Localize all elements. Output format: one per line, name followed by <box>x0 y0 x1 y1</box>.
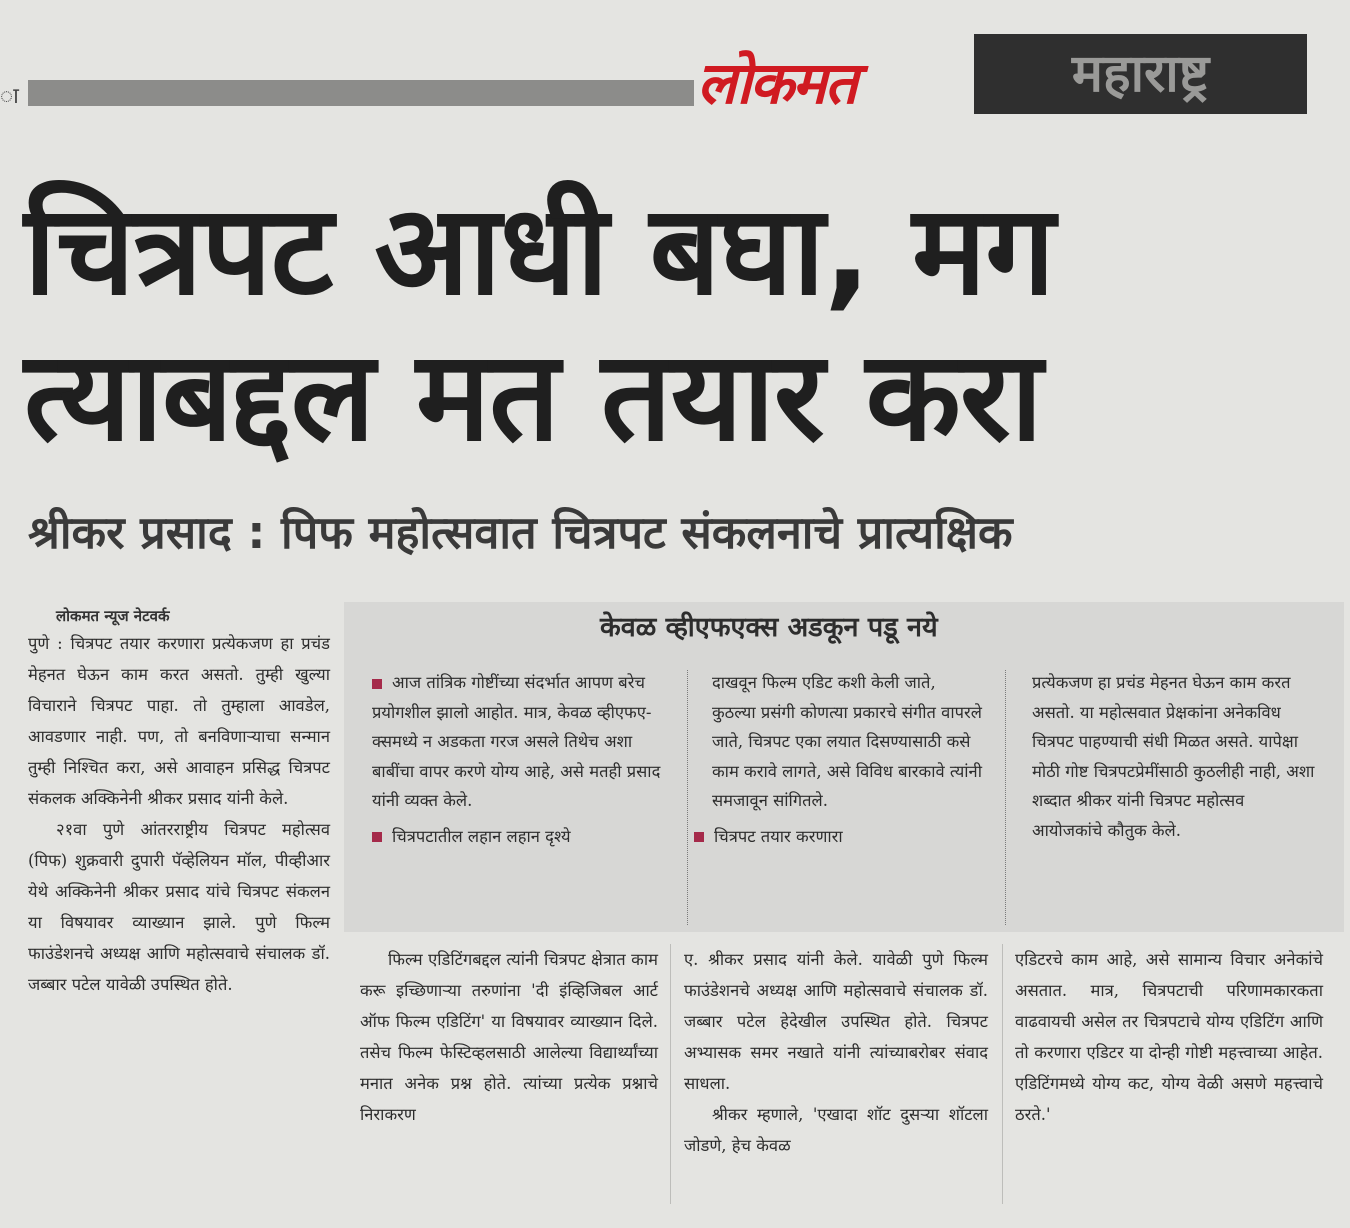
box-divider <box>687 670 688 925</box>
bullet-marker <box>372 679 382 689</box>
headline <box>24 178 1224 470</box>
column-rule <box>670 944 671 1204</box>
article-column-4 <box>1015 944 1323 1130</box>
box-column-1-text-1: आज तांत्रिक गोष्टींच्या संदर्भात आपण बरेच प्रयोगशील झालो आहोत. मात्र, केवळ व्हीएफए-क्समध्ये न अडकता गरज असले तिथेच अशा बाबींचा वापर करणे योग्य आहे, असे मतही प्रसाद यांनी व्यक्त केले. <box>372 673 661 810</box>
article-column-3 <box>684 944 988 1161</box>
bullet-marker <box>372 832 382 842</box>
box-column-1 <box>372 668 662 851</box>
headline-line-1: चित्रपट आधी बघा, मग <box>24 179 1055 323</box>
box-divider <box>1005 670 1006 925</box>
box-column-1-text-2: चित्रपटातील लहान लहान दृश्ये <box>392 826 571 846</box>
margin-fragment: ा <box>0 84 19 109</box>
article-paragraph-1: पुणे : चित्रपट तयार करणारा प्रत्येकजण हा प्रचंड मेहनत घेऊन काम करत असतो. तुम्ही खुल्या विचाराने चित्रपट पाहा. तो तुम्हाला आवडेल, आवडणार नाही. पण, तो बनविणाऱ्याचा सन्मान तुम्ही निश्चित करा, असे आवाहन प्रसिद्ध चित्रपट संकलक अक्किनेनी श्रीकर प्रसाद यांनी केले. <box>28 634 330 808</box>
box-column-2 <box>694 668 984 851</box>
masthead-rule <box>28 80 694 106</box>
box-column-2-para-1: दाखवून फिल्म एडिट कशी केली जाते, कुठल्या प्रसंगी कोणत्या प्रकारचे संगीत वापरले जाते, चित्रपट एका लयात दिसण्यासाठी कसे काम करावे लागते, असे विविध बारकावे त्यांनी समजावून सांगितले. <box>712 673 982 810</box>
box-column-2-para-2 <box>694 822 984 852</box>
box-column-3 <box>1032 668 1317 845</box>
section-banner <box>974 34 1307 114</box>
box-column-1-para-1 <box>372 668 662 816</box>
box-column-3-para-1: प्रत्येकजण हा प्रचंड मेहनत घेऊन काम करत असतो. या महोत्सवात प्रेक्षकांना अनेकविध चित्रपट पाहण्याची संधी मिळत असते. यापेक्षा मोठी गोष्ट चित्रपटप्रेमींसाठी कुठलीही नाही, अशा शब्दात श्रीकर यांनी चित्रपट महोत्सव आयोजकांचे कौतुक केले. <box>1032 673 1315 840</box>
article-left-column <box>28 604 330 1000</box>
article-paragraph-2: २१वा पुणे आंतरराष्ट्रीय चित्रपट महोत्सव (पिफ) शुक्रवारी दुपारी पॅव्हेलियन मॉल, पीव्हीआर येथे अक्किनेनी श्रीकर प्रसाद यांचे चित्रपट संकलन या विषयावर व्याख्यान झाले. पुणे फिल्म फाउंडेशनचे अध्यक्ष आणि महोत्सवाचे संचालक डॉ. जब्बार पटेल यावेळी उपस्थित होते. <box>28 820 330 994</box>
sidebar-box-title: केवळ व्हीएफएक्स अडकून पडू नये <box>600 612 938 643</box>
bullet-marker <box>694 832 704 842</box>
newspaper-logo: लोकमत <box>697 49 856 117</box>
box-column-2-text-2: चित्रपट तयार करणारा <box>714 826 843 846</box>
article-column-2-text: फिल्म एडिटिंगबद्दल त्यांनी चित्रपट क्षेत्रात काम करू इच्छिणाऱ्या तरुणांना 'दी इंव्हिजिबल आर्ट ऑफ फिल्म एडिटिंग' या विषयावर व्याख्यान दिले. तसेच फिल्म फेस्टिव्हलसाठी आलेल्या विद्यार्थ्यांच्या मनात अनेक प्रश्न होते. त्यांच्या प्रत्येक प्रश्नाचे निराकरण <box>360 950 658 1124</box>
byline: लोकमत न्यूज नेटवर्क <box>56 607 170 625</box>
article-column-3-text-1: ए. श्रीकर प्रसाद यांनी केले. यावेळी पुणे फिल्म फाउंडेशनचे अध्यक्ष आणि महोत्सवाचे संचालक डॉ. जब्बार पटेल हेदेखील उपस्थित होते. चित्रपट अभ्यासक समर नखाते यांनी त्यांच्याबरोबर संवाद साधला. <box>684 950 988 1093</box>
article-column-3-text-2: श्रीकर म्हणाले, 'एखादा शॉट दुसऱ्या शॉटला जोडणे, हेच केवळ <box>684 1105 988 1155</box>
box-column-1-para-2 <box>372 822 662 852</box>
article-column-4-text: एडिटरचे काम आहे, असे सामान्य विचार अनेकांचे असतात. मात्र, चित्रपटाची परिणामकारकता वाढवायची असेल तर चित्रपटाचे योग्य एडिटिंग आणि तो करणारा एडिटर या दोन्ही गोष्टी महत्त्वाच्या आहेत. एडिटिंगमध्ये योग्य कट, योग्य वेळी असणे महत्त्वाचे ठरते.' <box>1015 950 1323 1124</box>
section-label: महाराष्ट्र <box>1071 44 1210 104</box>
subheadline: श्रीकर प्रसाद : पिफ महोत्सवात चित्रपट संकलनाचे प्रात्यक्षिक <box>28 506 1013 559</box>
column-rule <box>1002 944 1003 1204</box>
headline-line-2: त्याबद्दल मत तयार करा <box>24 325 1042 469</box>
article-column-2 <box>360 944 658 1130</box>
